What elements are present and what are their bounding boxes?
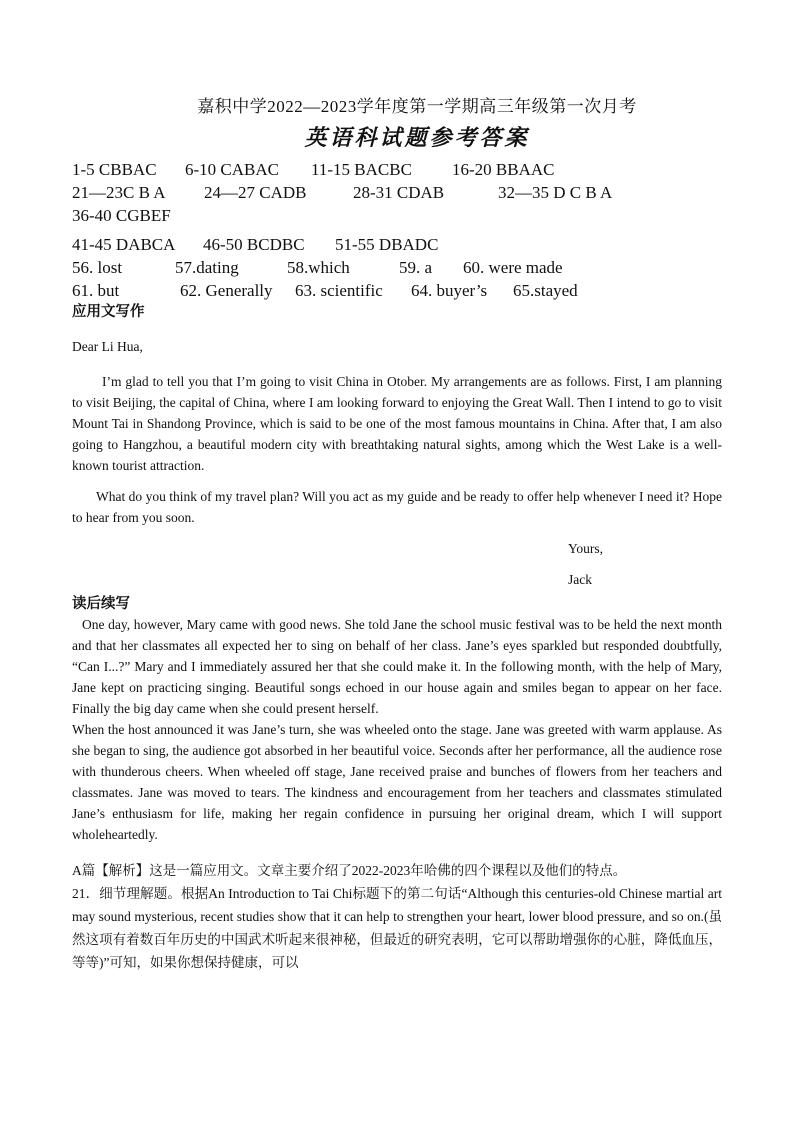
letter-signature: Jack bbox=[568, 572, 592, 587]
answer-group: 11-15 BACBC bbox=[311, 160, 412, 179]
answer-row bbox=[72, 158, 722, 181]
answer-key-title: 英语科试题参考答案 bbox=[304, 125, 530, 150]
answer-row bbox=[72, 256, 722, 279]
answer-row bbox=[72, 204, 722, 227]
answer-group: 57.dating bbox=[175, 258, 239, 277]
answer-row bbox=[72, 279, 722, 302]
answer-group: 32—35 D C B A bbox=[498, 183, 613, 202]
answer-group: 1-5 CBBAC bbox=[72, 160, 157, 179]
letter-heading: 应用文写作 bbox=[72, 304, 145, 320]
letter-closing: Yours, bbox=[568, 541, 604, 556]
answer-group: 24—27 CADB bbox=[204, 183, 307, 202]
answer-group: 59. a bbox=[399, 258, 433, 277]
answer-group: 64. buyer’s bbox=[411, 281, 488, 300]
answer-group: 58.which bbox=[287, 258, 350, 277]
analysis-intro: A篇【解析】这是一篇应用文。文章主要介绍了2022-2023年哈佛的四个课程以及他们的特点。 bbox=[72, 863, 627, 878]
analysis-question-21: 21．细节理解题。根据An Introduction to Tai Chi标题下的第二句话“Although this centuries-old Chinese martial art may sound mysterious, recent studies show that it can help to strengthen your heart, lower blood pressure, and so on.(虽然这项有着数百年历史的中国武术听起来很神秘，但最近的研究表明，它可以帮助增强你的心脏，降低血压，等等)”可知，如果你想保持健康，可以 bbox=[72, 886, 722, 970]
answer-group: 6-10 CABAC bbox=[185, 160, 279, 179]
continuation-heading: 读后续写 bbox=[72, 596, 130, 612]
answer-group: 61. but bbox=[72, 281, 120, 300]
analysis-section bbox=[72, 859, 722, 974]
letter-salutation: Dear Li Hua, bbox=[72, 339, 143, 354]
exam-title: 嘉积中学2022—2023学年度第一学期高三年级第一次月考 bbox=[197, 97, 637, 116]
answer-group: 62. Generally bbox=[180, 281, 273, 300]
answer-group: 65.stayed bbox=[513, 281, 578, 300]
answer-group: 16-20 BBAAC bbox=[452, 160, 555, 179]
continuation-paragraph: One day, however, Mary came with good news. She told Jane the school music festival was to be held the next month and that her classmates all expected her to sing on behalf of her class. Jane’s eyes sparkled but responded doubtfully, “Can I...?” Mary and I immediately assured her that she could make it. In the following month, with the help of Mary, Jane kept on practicing singing. Beautiful songs echoed in our house again and smiles began to appear on her face. Finally the big day came when she could present herself. bbox=[72, 617, 722, 716]
answer-group: 46-50 BCDBC bbox=[203, 235, 305, 254]
answer-group: 51-55 DBADC bbox=[335, 235, 439, 254]
letter-paragraph: I’m glad to tell you that I’m going to visit China in Otober. My arrangements are as follows. First, I am planning to visit Beijing, the capital of China, where I am looking forward to enjoying the Great Wall. Then I intend to go to visit Mount Tai in Shandong Province, which is said to be one of the most famous mountains in China. After that, I am also going to Hangzhou, a beautiful modern city with breathtaking natural sights, among which the West Lake is a well-known tourist attraction. bbox=[72, 374, 722, 473]
answer-group: 63. scientific bbox=[295, 281, 383, 300]
answer-group: 36-40 CGBEF bbox=[72, 206, 171, 225]
letter-paragraph: What do you think of my travel plan? Will you act as my guide and be ready to offer help whenever I need it? Hope to hear from you soon. bbox=[72, 489, 722, 525]
answer-key-page bbox=[72, 92, 722, 974]
answer-group: 41-45 DABCA bbox=[72, 235, 176, 254]
answer-group: 21—23C B A bbox=[72, 183, 166, 202]
answer-row bbox=[72, 181, 722, 204]
continuation-paragraph: When the host announced it was Jane’s turn, she was wheeled onto the stage. Jane was greeted with warm applause. As she began to sing, the audience got absorbed in her beautiful voice. Seconds after her performance, all the audience rose with thunderous cheers. When wheeled off stage, Jane received praise and bunches of flowers from her teachers and classmates. Jane was moved to tears. The kindness and encouragement from her teachers and classmates stimulated Jane’s enthusiasm for life, making her regain confidence in pursuing her original dream, which I will support wholeheartedly. bbox=[72, 722, 722, 842]
answer-list bbox=[72, 158, 722, 302]
answer-group: 28-31 CDAB bbox=[353, 183, 445, 202]
answer-group: 56. lost bbox=[72, 258, 123, 277]
answer-group: 60. were made bbox=[463, 258, 563, 277]
answer-row bbox=[72, 233, 722, 256]
